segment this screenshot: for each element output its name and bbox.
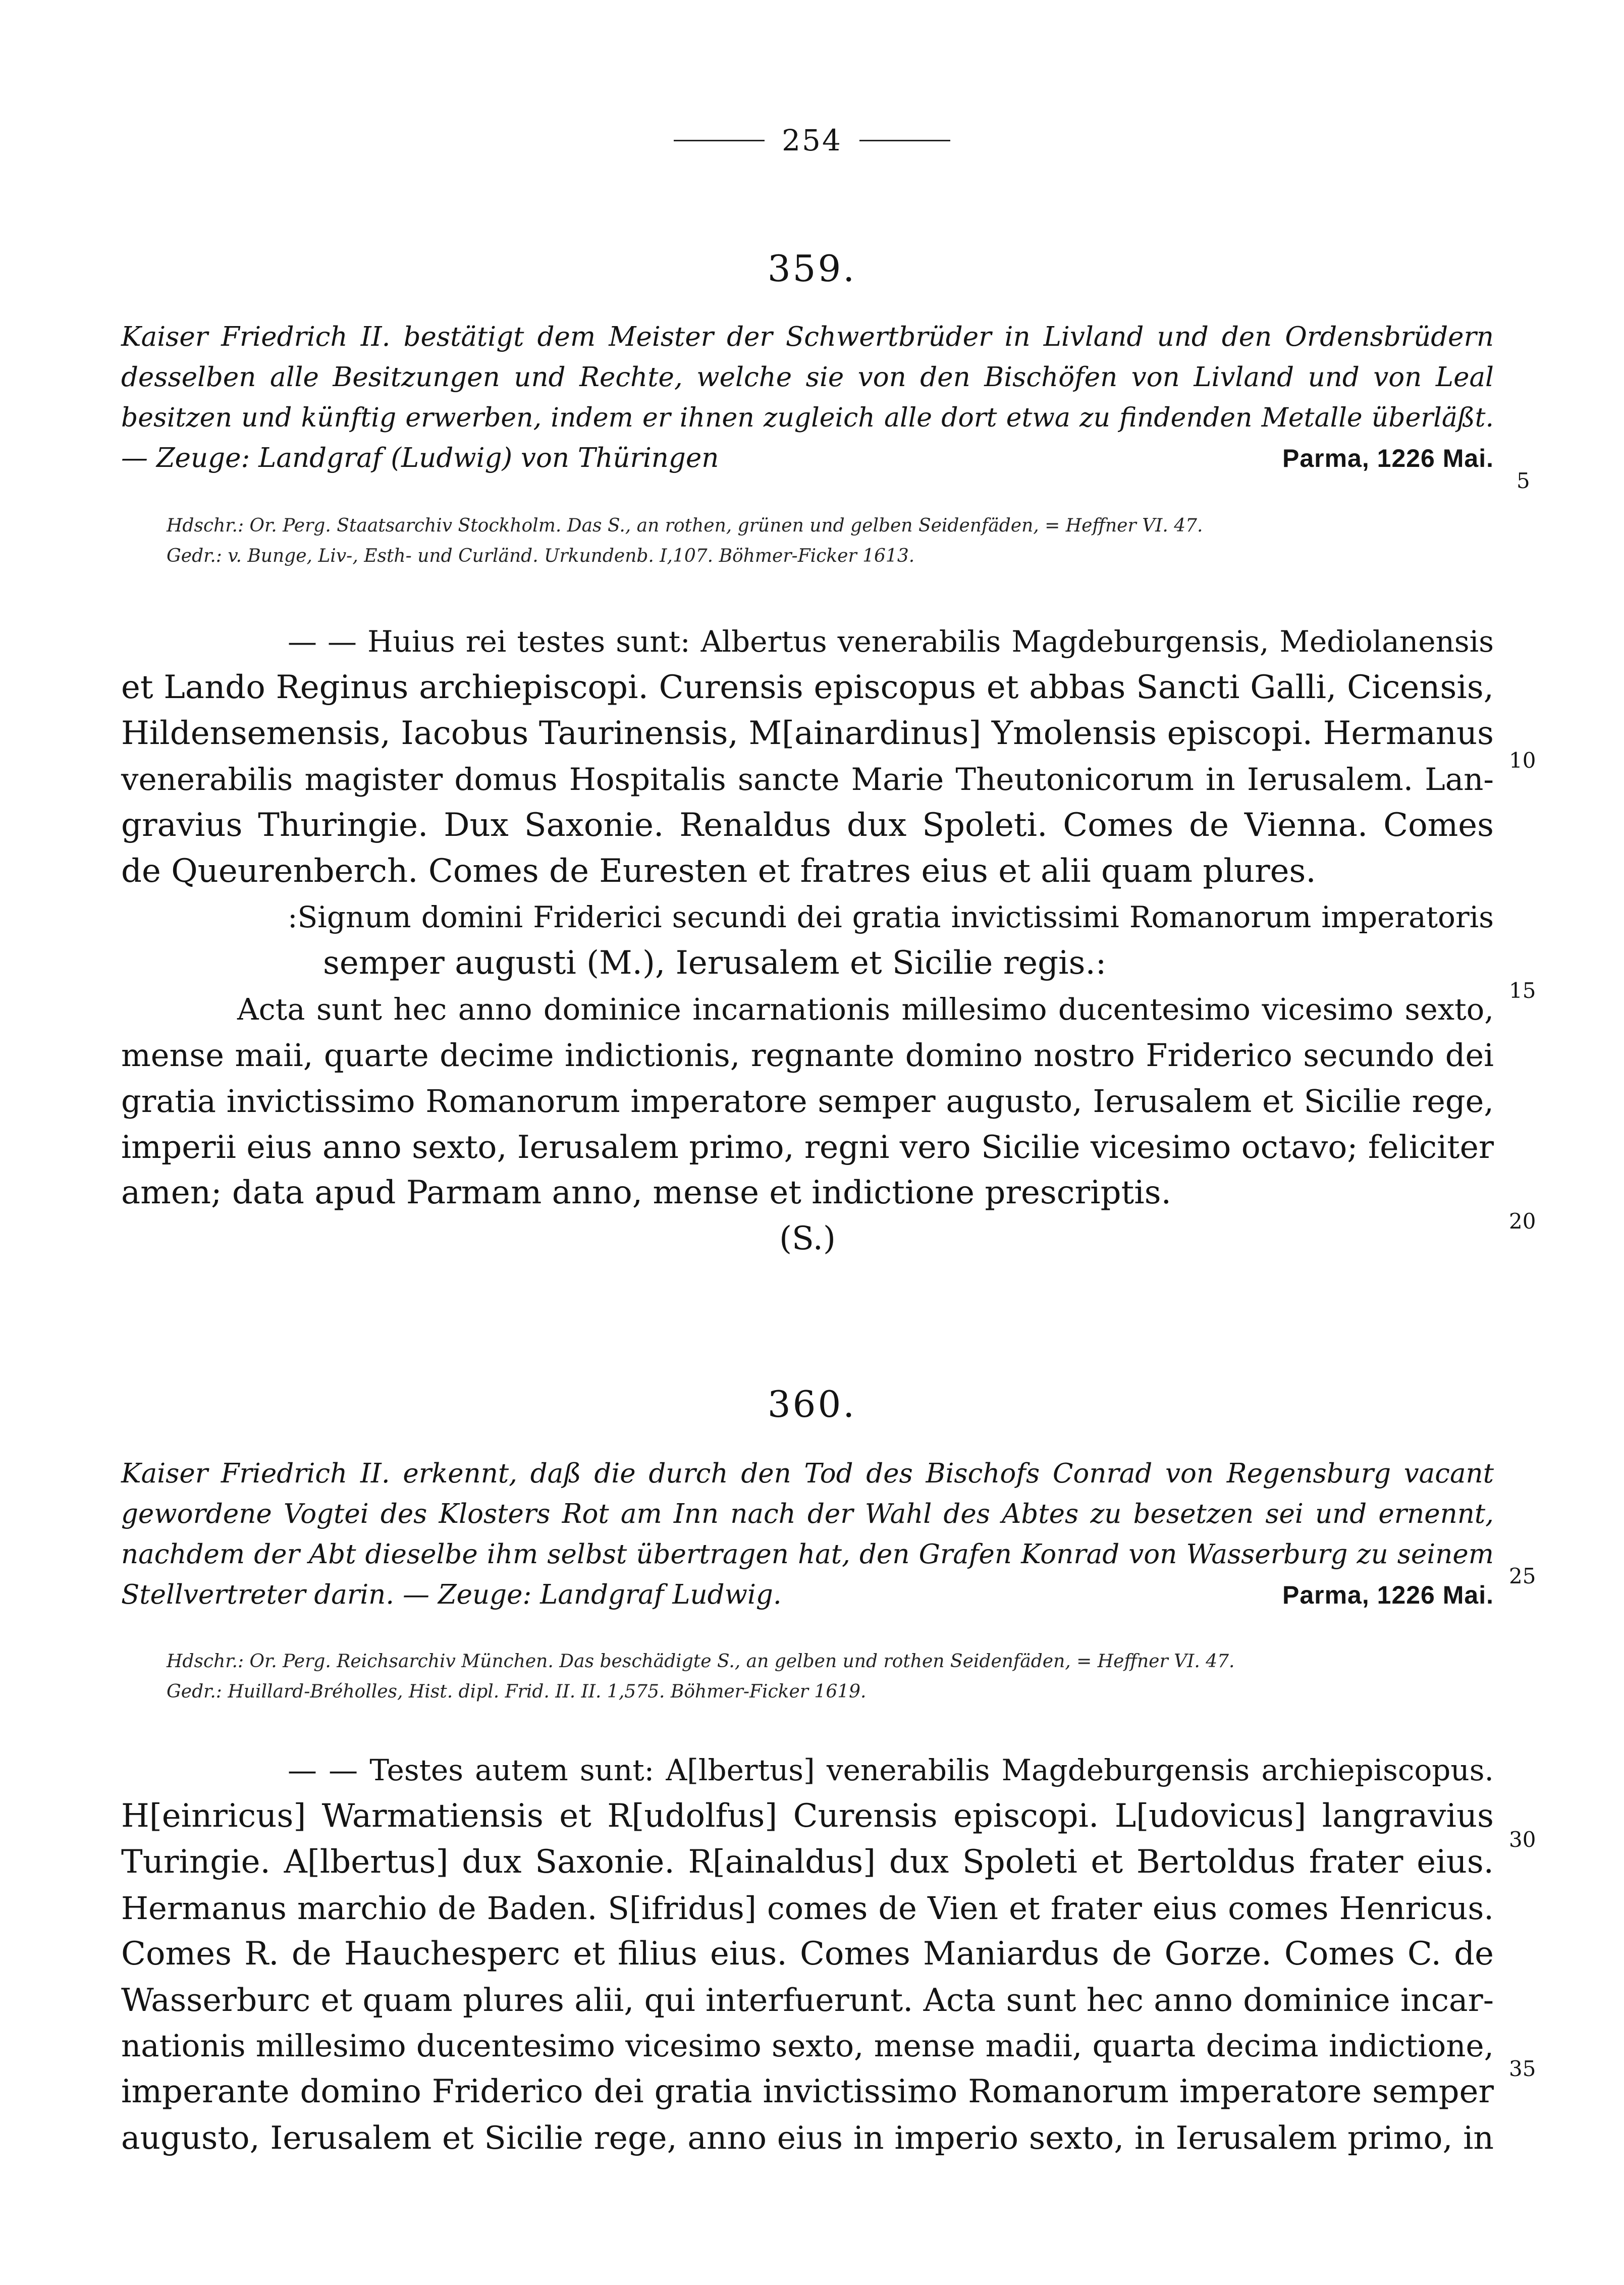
regest-line-last: [121, 1575, 1494, 1615]
regest-line: Kaiser Friedrich II. erkennt, daß die durch den Tod des Bischofs Conrad von Regensburg vacant: [121, 1458, 1494, 1489]
margin-line-number: 10: [1509, 748, 1536, 773]
text-line: gratia invictissimo Romanorum imperatore semper augusto, Ierusalem et Sicilie rege,: [121, 1083, 1494, 1120]
document-date: Parma, 1226 Mai.: [1282, 444, 1494, 472]
regest-360: [121, 1454, 1494, 1615]
margin-line-number: 5: [1517, 468, 1530, 493]
signum-line: semper augusti (M.), Ierusalem et Sicilie regis.:: [323, 944, 1107, 982]
text-line: Hildensemensis, Iacobus Taurinensis, M[ainardinus] Ymolensis episcopi. Hermanus: [121, 715, 1494, 752]
text-line: Comes R. de Hauchesperc et filius eius. Comes Maniardus de Gorze. Comes C. de: [121, 1935, 1494, 1973]
text-line: Acta sunt hec anno dominice incarnationis millesimo ducentesimo vicesimo sexto,: [237, 992, 1494, 1027]
regest-line-last: [121, 438, 1494, 479]
margin-line-number: 30: [1509, 1827, 1536, 1852]
margin-line-number: 25: [1509, 1564, 1536, 1588]
document-number-359: 359.: [767, 247, 857, 290]
document-date: Parma, 1226 Mai.: [1282, 1581, 1494, 1609]
regest-line: besitzen und künftig erwerben, indem er ihnen zugleich alle dort etwa zu findenden Metalle überläßt.: [121, 403, 1494, 433]
text-line: — — Huius rei testes sunt: Albertus venerabilis Magdeburgensis, Mediolanensis: [288, 624, 1494, 659]
page-number: 254: [782, 123, 842, 157]
page-header: [0, 120, 1624, 161]
sources-360: [167, 1646, 1494, 1707]
regest-witness: — Zeuge: Landgraf (Ludwig) von Thüringen: [121, 443, 719, 473]
text-line: gravius Thuringie. Dux Saxonie. Renaldus dux Spoleti. Comes de Vienna. Comes: [121, 807, 1494, 844]
text-line: et Lando Reginus archiepiscopi. Curensis episcopus et abbas Sancti Galli, Cicensis,: [121, 669, 1494, 706]
text-360: [121, 1747, 1494, 2161]
margin-line-number: 15: [1509, 978, 1536, 1003]
text-line: imperante domino Friderico dei gratia invictissimo Romanorum imperatore semper: [121, 2073, 1494, 2110]
text-line: amen; data apud Parmam anno, mense et indictione prescriptis.: [121, 1174, 1171, 1211]
regest-line: gewordene Vogtei des Klosters Rot am Inn nach der Wahl des Abtes zu besetzen sei und ernennt,: [121, 1499, 1494, 1529]
source-print: Gedr.: Huillard-Bréholles, Hist. dipl. Frid. II. II. 1,575. Böhmer-Ficker 1619.: [167, 1681, 867, 1702]
document-number-360: 360.: [767, 1383, 857, 1425]
regest-line: nachdem der Abt dieselbe ihm selbst übertragen hat, den Grafen Konrad von Wasserburg zu seinem: [121, 1539, 1494, 1570]
text-line: Wasserburc et quam plures alii, qui interfuerunt. Acta sunt hec anno dominice incar-: [121, 1982, 1494, 2018]
text-line: Turingie. A[lbertus] dux Saxonie. R[ainaldus] dux Spoleti et Bertoldus frater eius.: [121, 1843, 1494, 1881]
regest-line: Kaiser Friedrich II. bestätigt dem Meister der Schwertbrüder in Livland und den Ordensbrüdern: [121, 322, 1494, 352]
header-rule-right: [859, 140, 950, 141]
text-line: mense maii, quarte decime indictionis, regnante domino nostro Friderico secundo dei: [121, 1037, 1494, 1074]
header-rule-left: [674, 140, 765, 141]
source-manuscript: Hdschr.: Or. Perg. Staatsarchiv Stockholm. Das S., an rothen, grünen und gelben Seidenfäden, = Heffner VI. 47.: [167, 515, 1203, 536]
text-line: — — Testes autem sunt: A[lbertus] venerabilis Magdeburgensis archiepiscopus.: [288, 1753, 1494, 1787]
text-line: H[einricus] Warmatiensis et R[udolfus] Curensis episcopi. L[udovicus] langravius: [121, 1797, 1494, 1835]
text-line: Hermanus marchio de Baden. S[ifridus] comes de Vien et frater eius comes Henricus.: [121, 1890, 1494, 1927]
text-line: imperii eius anno sexto, Ierusalem primo, regni vero Sicilie vicesimo octavo; feliciter: [121, 1129, 1494, 1165]
seal-mark: (S.): [779, 1220, 836, 1257]
text-359: [121, 619, 1494, 1262]
regest-witness: Stellvertreter darin. — Zeuge: Landgraf Ludwig.: [121, 1579, 782, 1610]
source-print: Gedr.: v. Bunge, Liv-, Esth- und Curländ. Urkundenb. I,107. Böhmer-Ficker 1613.: [167, 546, 915, 566]
margin-line-number: 20: [1509, 1209, 1536, 1234]
text-line: venerabilis magister domus Hospitalis sancte Marie Theutonicorum in Ierusalem. Lan-: [121, 762, 1494, 798]
text-line: nationis millesimo ducentesimo vicesimo sexto, mense madii, quarta decima indictione,: [121, 2028, 1494, 2064]
text-line: de Queurenberch. Comes de Euresten et fratres eius et alii quam plures.: [121, 853, 1316, 890]
margin-line-number: 35: [1509, 2056, 1536, 2081]
regest-line: desselben alle Besitzungen und Rechte, welche sie von den Bischöfen von Livland und von Leal: [121, 362, 1494, 393]
signum-line: :Signum domini Friderici secundi dei gratia invictissimi Romanorum imperatoris: [288, 900, 1494, 934]
source-manuscript: Hdschr.: Or. Perg. Reichsarchiv München. Das beschädigte S., an gelben und rothen Seidenfäden, = Heffner VI. 47.: [167, 1651, 1235, 1672]
regest-359: [121, 317, 1494, 479]
text-line: augusto, Ierusalem et Sicilie rege, anno eius in imperio sexto, in Ierusalem primo, in: [121, 2119, 1494, 2156]
sources-359: [167, 511, 1494, 571]
